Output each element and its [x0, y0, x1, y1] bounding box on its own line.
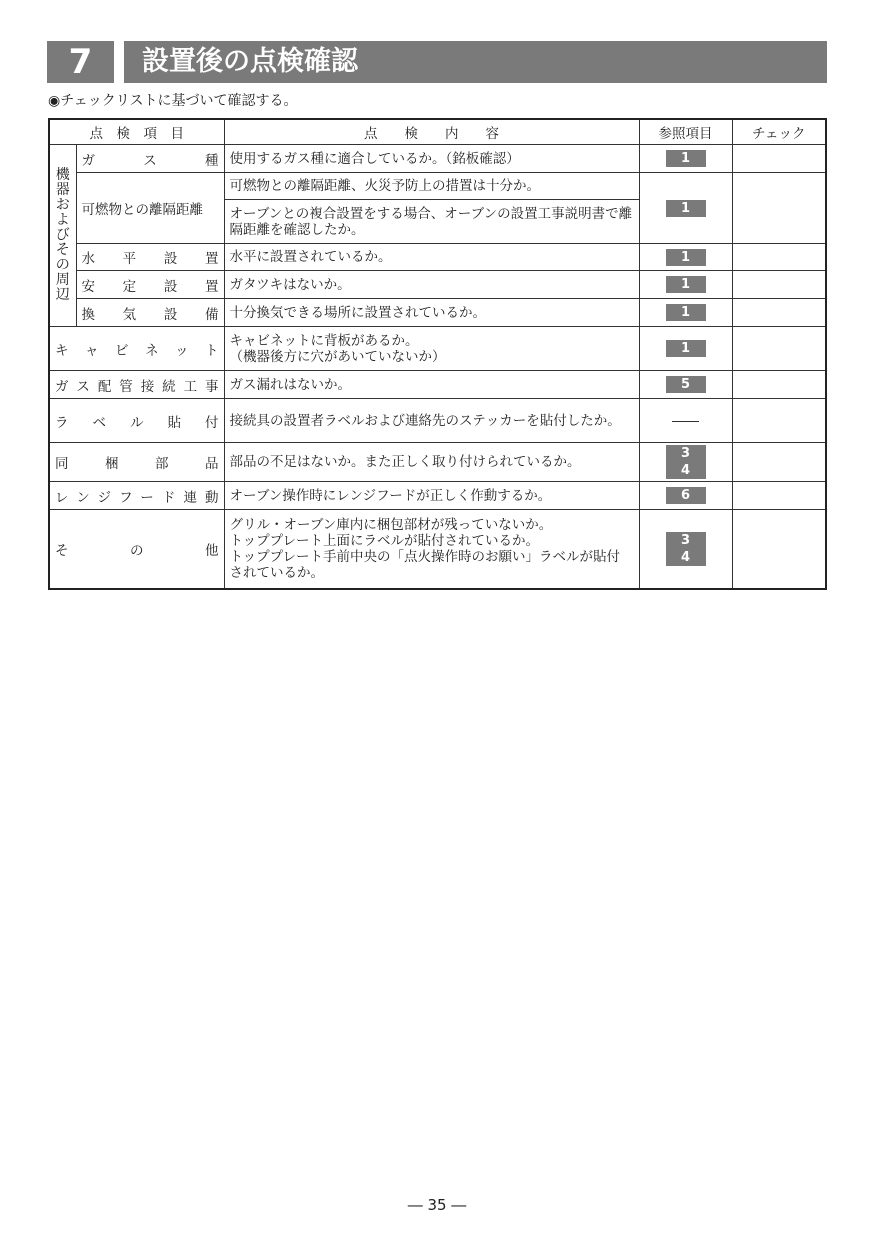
check-cell[interactable]	[732, 327, 826, 371]
ref-cell	[639, 482, 732, 510]
ref-cell	[639, 244, 732, 271]
ref-dash: ――	[672, 412, 699, 429]
item-other: そ の 他	[49, 510, 224, 589]
page-number: ― 35 ―	[407, 1196, 467, 1214]
group-label: 機 器 お よ び そ の 周 辺	[49, 145, 76, 327]
check-cell[interactable]	[732, 271, 826, 299]
item-level: 水 平 設 置	[76, 244, 224, 271]
item-cabinet: キ ャ ビ ネ ッ ト	[49, 327, 224, 371]
table-row	[49, 271, 826, 299]
table-row	[49, 327, 826, 371]
header-content: 点 検 内 容	[224, 119, 639, 145]
content-distance-1: 可燃物との離隔距離、火災予防上の措置は十分か。	[224, 173, 639, 200]
intro-text: ◉チェックリストに基づいて確認する。	[48, 93, 298, 109]
ref-cell	[639, 371, 732, 399]
ref-cell	[639, 443, 732, 482]
table-header-row	[49, 119, 826, 145]
ref-cell	[639, 271, 732, 299]
item-hood: レンジフード連動	[49, 482, 224, 510]
content-other	[224, 510, 639, 589]
header-item: 点 検 項 目	[49, 119, 224, 145]
ref-cell	[639, 299, 732, 327]
item-parts: 同 梱 部 品	[49, 443, 224, 482]
ref-cell	[639, 327, 732, 371]
check-cell[interactable]	[732, 399, 826, 443]
content-other-line3: トッププレート手前中央の「点火操作時のお願い」ラベルが貼付されているか。	[229, 548, 621, 581]
table-row	[49, 510, 826, 589]
ref-badge: 4	[666, 549, 706, 566]
ref-badge: 1	[666, 340, 706, 357]
item-gas-type: ガ ス 種	[76, 145, 224, 173]
content-label: 接続具の設置者ラベルおよび連絡先のステッカーを貼付したか。	[224, 399, 639, 443]
content-parts: 部品の不足はないか。また正しく取り付けられているか。	[224, 443, 639, 482]
ref-cell	[639, 173, 732, 244]
item-label: ラ ベ ル 貼 付	[49, 399, 224, 443]
ref-cell	[639, 510, 732, 589]
ref-badge: 1	[666, 276, 706, 293]
item-vent: 換 気 設 備	[76, 299, 224, 327]
item-gas-pipe: ガス配管接続工事	[49, 371, 224, 399]
content-gas-type: 使用するガス種に適合しているか。（銘板確認）	[224, 145, 639, 173]
check-cell[interactable]	[732, 482, 826, 510]
table-row	[49, 482, 826, 510]
ref-badge: 1	[666, 200, 706, 217]
ref-badge: 1	[666, 249, 706, 266]
header-check: チェック	[732, 119, 826, 145]
content-cabinet	[224, 327, 639, 371]
check-cell[interactable]	[732, 173, 826, 244]
content-cabinet-line2: （機器後方に穴があいていないか）	[229, 348, 446, 365]
content-level: 水平に設置されているか。	[224, 244, 639, 271]
section-header	[47, 41, 827, 83]
table-row	[49, 443, 826, 482]
table-row	[49, 371, 826, 399]
content-other-line1: グリル・オーブン庫内に梱包部材が残っていないか。	[229, 516, 553, 533]
ref-cell	[639, 145, 732, 173]
table-row	[49, 399, 826, 443]
table-row	[49, 244, 826, 271]
checklist-table	[48, 118, 827, 590]
check-cell[interactable]	[732, 443, 826, 482]
content-hood: オーブン操作時にレンジフードが正しく作動するか。	[224, 482, 639, 510]
section-title: 設置後の点検確認	[124, 41, 827, 83]
ref-badge: 3	[666, 532, 706, 549]
content-cabinet-line1: キャビネットに背板があるか。	[229, 332, 419, 349]
check-cell[interactable]	[732, 299, 826, 327]
ref-badge: 6	[666, 487, 706, 504]
content-other-line2: トッププレート上面にラベルが貼付されているか。	[229, 532, 540, 549]
ref-badge: 3	[666, 445, 706, 462]
ref-badge: 1	[666, 150, 706, 167]
table-row	[49, 145, 826, 173]
content-gas-pipe: ガス漏れはないか。	[224, 371, 639, 399]
item-distance: 可燃物との離隔距離	[76, 173, 224, 244]
ref-cell	[639, 399, 732, 443]
ref-badge: 5	[666, 376, 706, 393]
check-cell[interactable]	[732, 371, 826, 399]
ref-badge: 1	[666, 304, 706, 321]
table-row	[49, 173, 826, 200]
content-distance-2: オーブンとの複合設置をする場合、オーブンの設置工事説明書で離隔距離を確認したか。	[224, 200, 639, 244]
ref-badge: 4	[666, 462, 706, 479]
check-cell[interactable]	[732, 145, 826, 173]
header-ref: 参照項目	[639, 119, 732, 145]
content-stable: ガタツキはないか。	[224, 271, 639, 299]
check-cell[interactable]	[732, 510, 826, 589]
section-number: 7	[47, 41, 114, 83]
check-cell[interactable]	[732, 244, 826, 271]
item-stable: 安 定 設 置	[76, 271, 224, 299]
content-vent: 十分換気できる場所に設置されているか。	[224, 299, 639, 327]
table-row	[49, 299, 826, 327]
